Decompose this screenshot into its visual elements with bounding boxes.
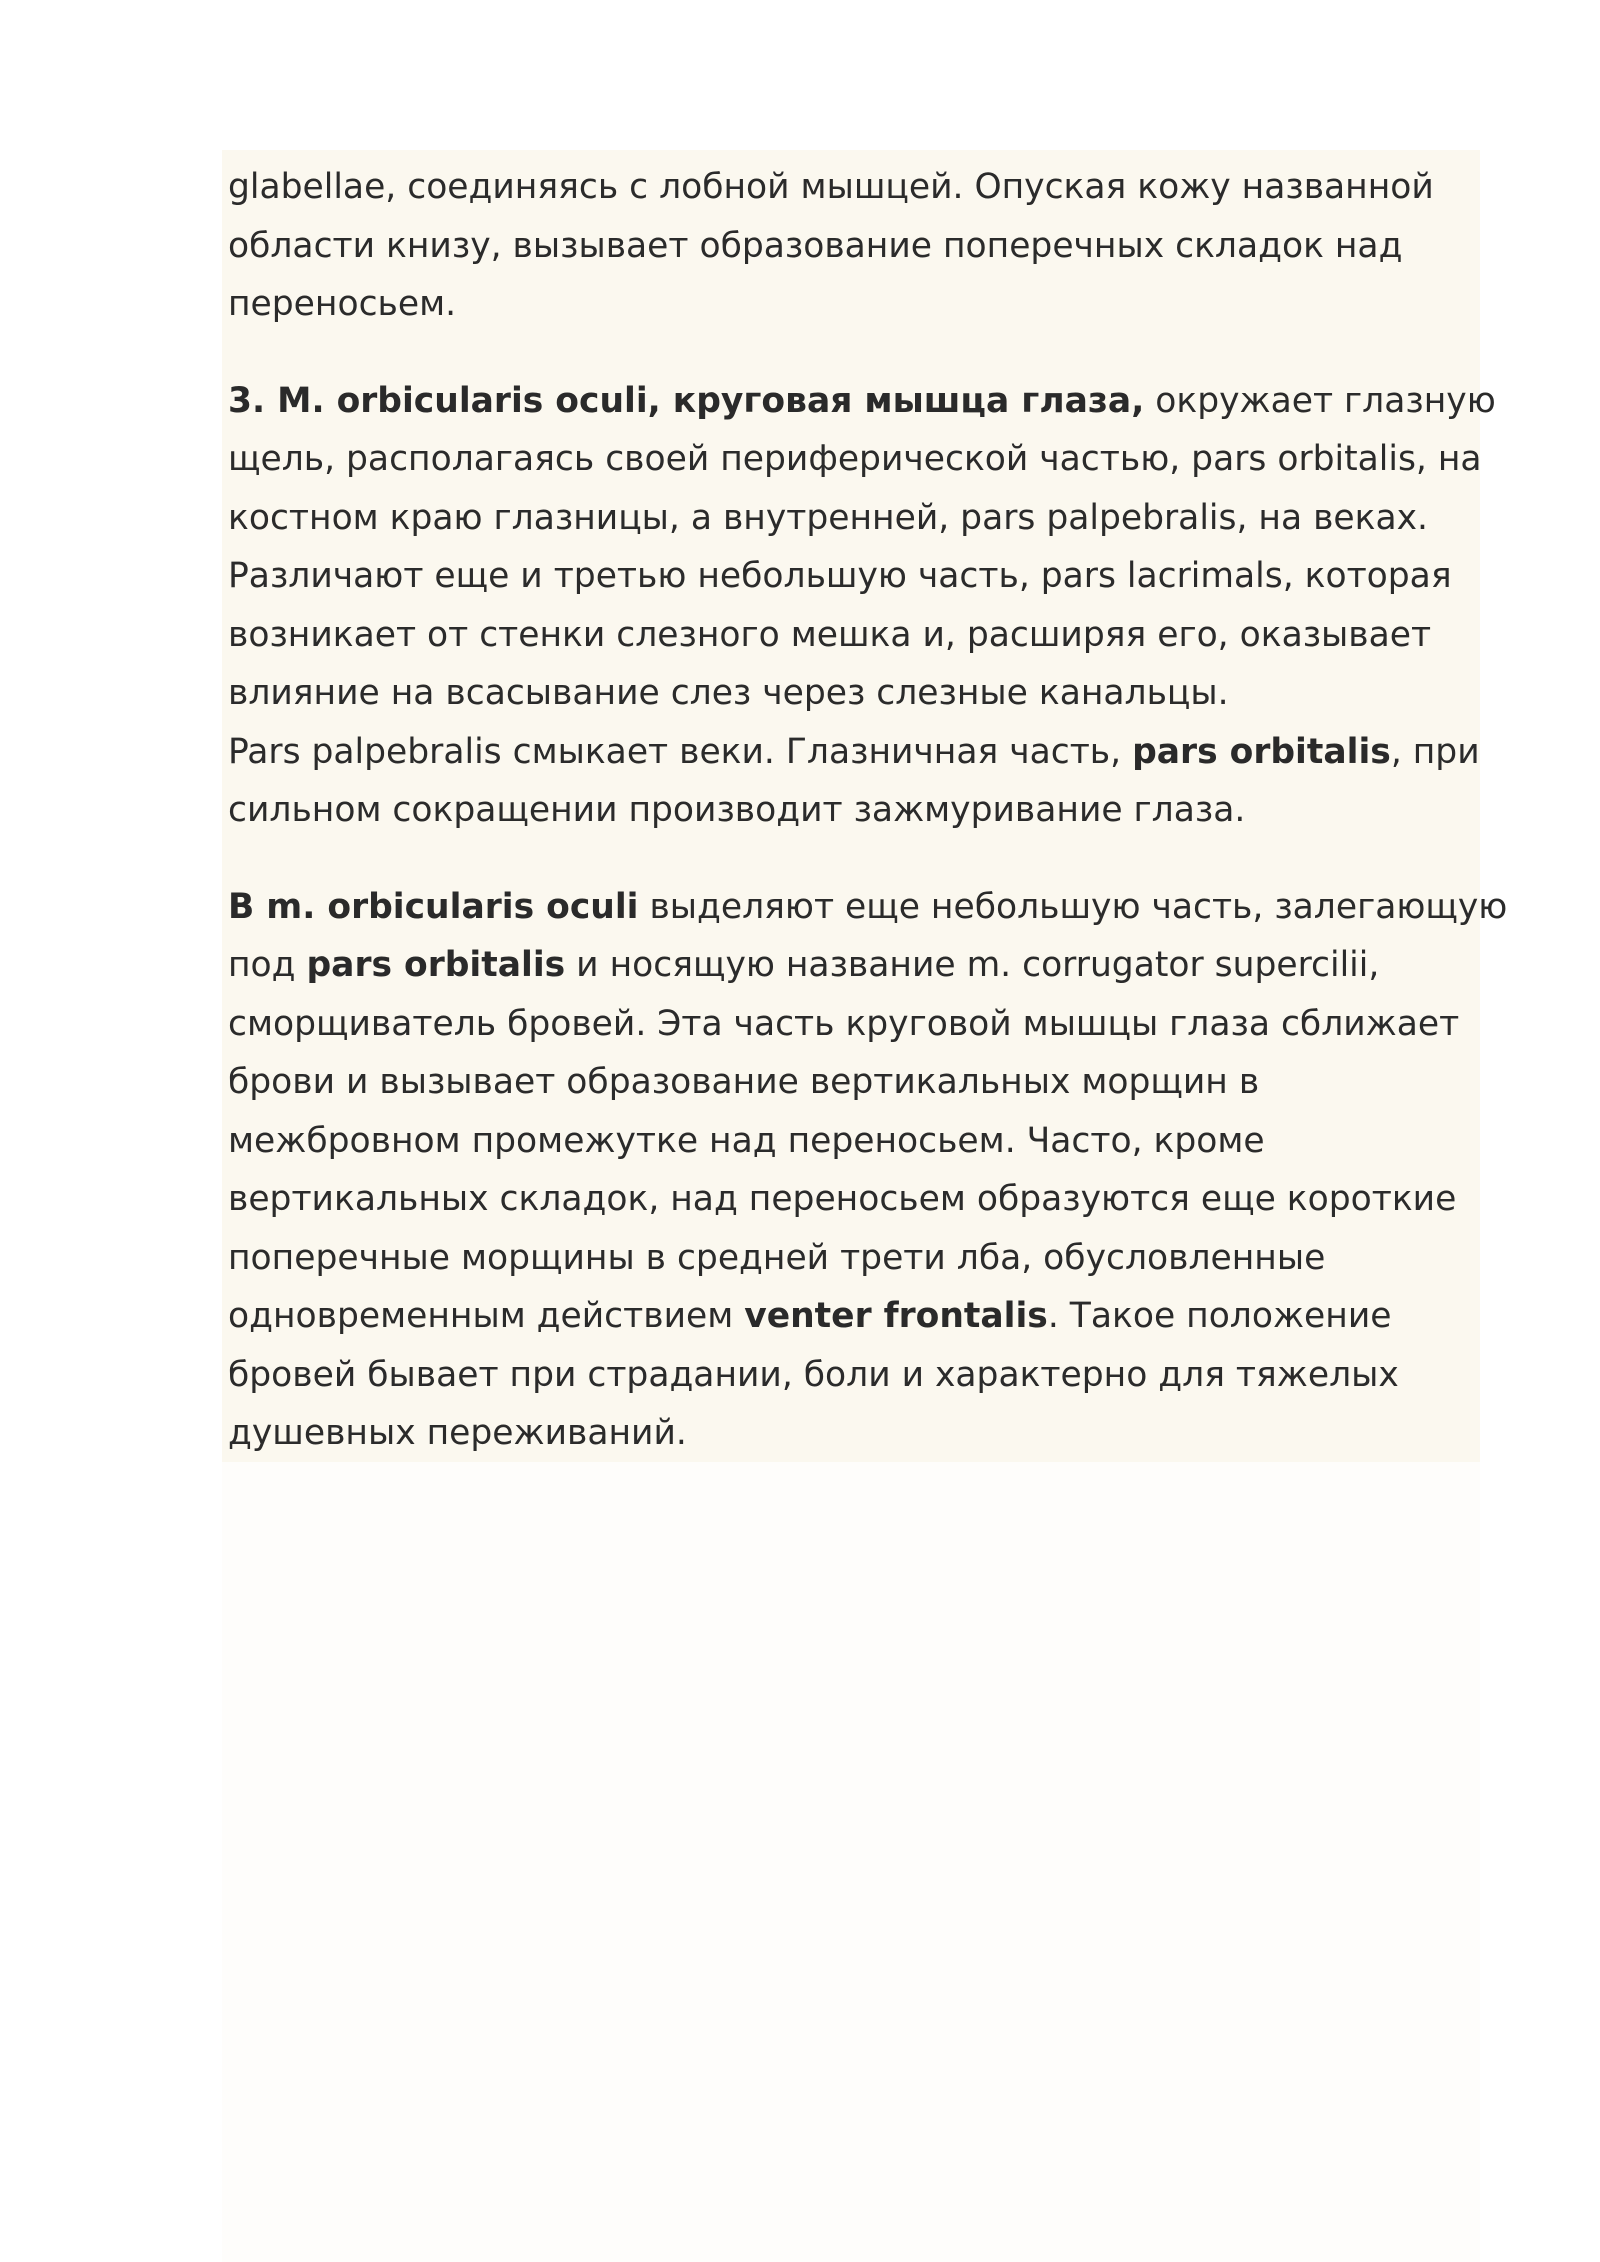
- document-body: [228, 158, 1508, 1463]
- paragraph-orbicularis-oculi: [228, 372, 1496, 840]
- text-line: glabellae, соединяясь с лобной мышцей. Опуская кожу названной: [228, 167, 1434, 207]
- text-line: [228, 372, 1496, 431]
- text-line: сильном сокращении производит зажмуривание глаза.: [228, 790, 1246, 830]
- text-fragment: Pars palpebralis смыкает веки. Глазничная часть,: [228, 731, 1133, 772]
- text-fragment: , при: [1390, 731, 1480, 772]
- section-heading: 3. M. orbicularis oculi, круговая мышца глаза,: [228, 380, 1145, 421]
- text-line: щель, располагаясь своей периферической частью, pars orbitalis, на: [228, 439, 1482, 479]
- text-line: возникает от стенки слезного мешка и, расширяя его, оказывает: [228, 614, 1432, 655]
- text-fragment: под: [228, 945, 307, 985]
- text-line: [228, 936, 1468, 995]
- text-line: душевных переживаний.: [228, 1413, 687, 1453]
- text-fragment: . Такое положение: [1047, 1296, 1392, 1336]
- bold-term: venter frontalis: [744, 1296, 1048, 1336]
- paragraph-corrugator-supercilii: [228, 878, 1508, 1463]
- bold-term: pars orbitalis: [306, 945, 566, 985]
- text-line: влияние на всасывание слез через слезные канальцы.: [228, 673, 1229, 713]
- text-line: [228, 1287, 1468, 1346]
- text-line: межбровном промежутке над переносьем. Часто, кроме: [228, 1120, 1265, 1161]
- text-line: [228, 878, 1508, 937]
- page-column-background: [222, 1462, 1480, 2262]
- text-fragment: одновременным действием: [228, 1296, 745, 1336]
- text-line: брови и вызывает образование вертикальных морщин в: [228, 1062, 1260, 1102]
- text-fragment: и носящую название m. corrugator supercilii,: [565, 945, 1380, 985]
- text-line: [228, 723, 1480, 782]
- text-line: вертикальных складок, над переносьем образуются еще короткие: [228, 1179, 1457, 1219]
- text-line: костном краю глазницы, а внутренней, pars palpebralis, на веках.: [228, 497, 1428, 538]
- text-line: бровей бывает при страдании, боли и характерно для тяжелых: [228, 1354, 1399, 1395]
- text-fragment: окружает глазную: [1144, 380, 1496, 421]
- bold-term: B m. orbicularis oculi: [228, 886, 639, 927]
- bold-term: pars orbitalis: [1132, 731, 1391, 772]
- text-line: поперечные морщины в средней трети лба, обусловленные: [228, 1237, 1326, 1278]
- paragraph-glabellae: [228, 158, 1468, 334]
- text-line: переносьем.: [228, 284, 457, 324]
- text-line: сморщиватель бровей. Эта часть круговой мышцы глаза сближает: [228, 1003, 1460, 1044]
- text-fragment: выделяют еще небольшую часть, залегающую: [638, 886, 1508, 927]
- text-line: области книзу, вызывает образование поперечных складок над: [228, 225, 1403, 266]
- text-line: Различают еще и третью небольшую часть, pars lacrimals, которая: [228, 556, 1452, 596]
